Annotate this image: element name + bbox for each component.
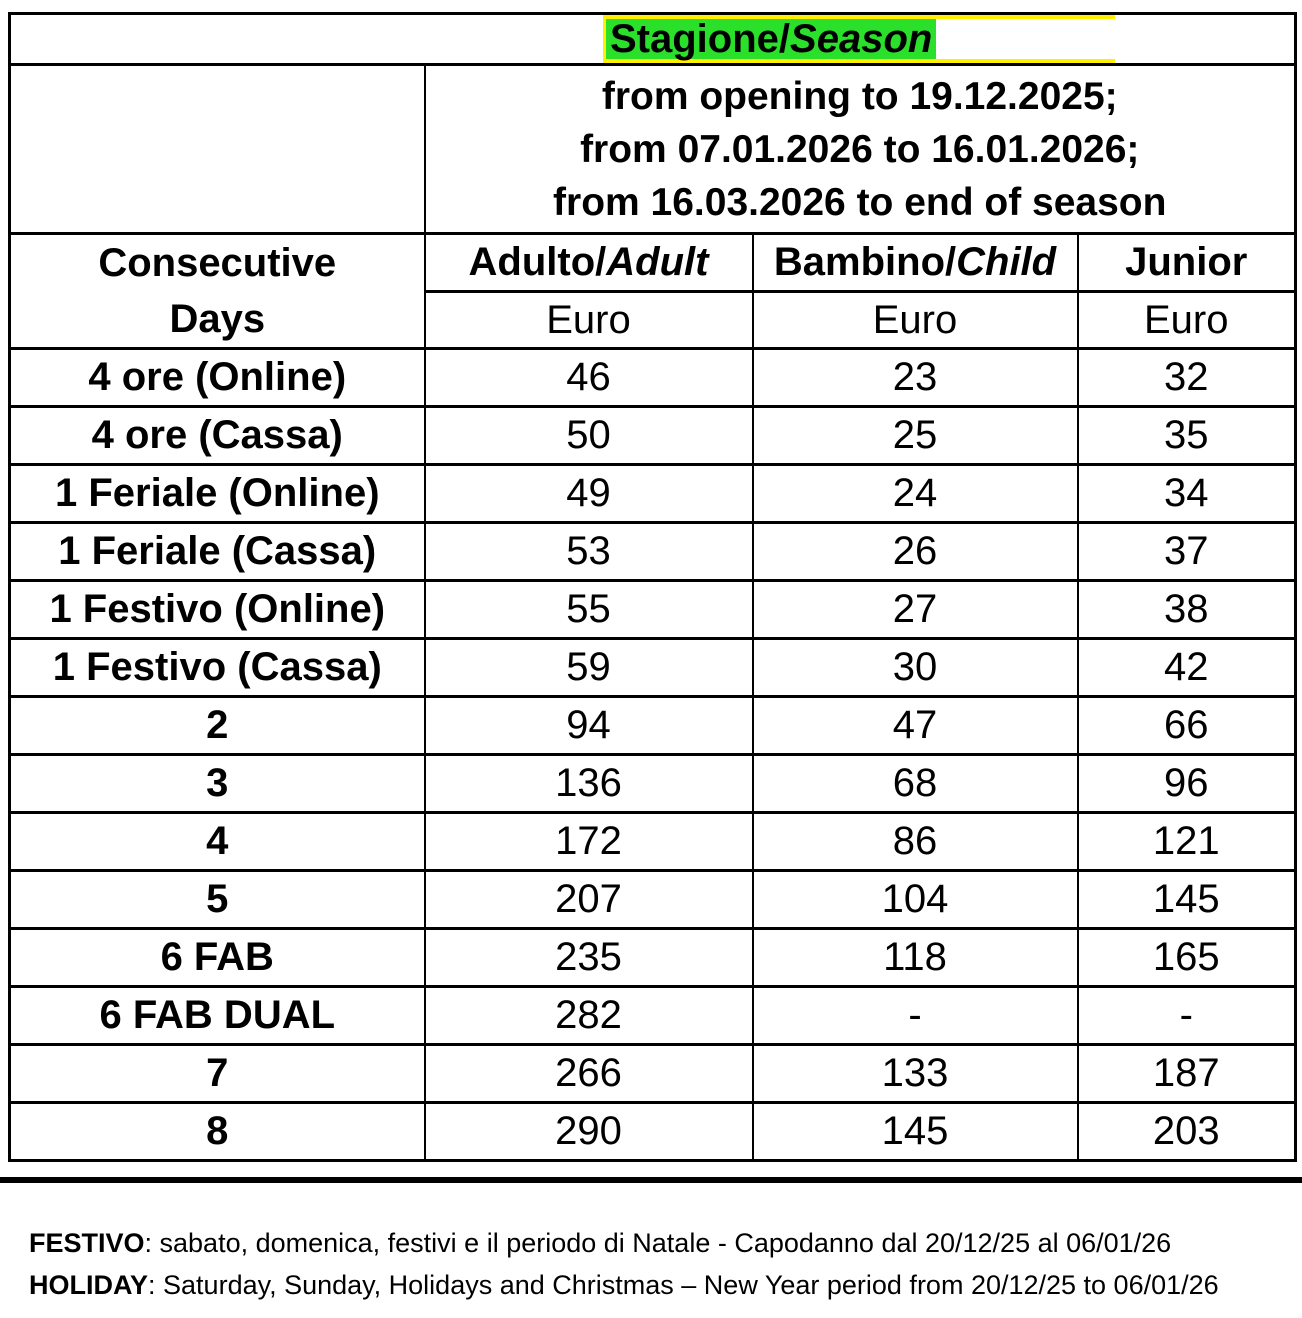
season-title-highlight-band (603, 15, 1115, 63)
child-price: 26 (753, 523, 1078, 581)
table-row (10, 407, 1296, 465)
junior-price: 37 (1078, 523, 1296, 581)
col-header-child-italic: Child (956, 240, 1057, 284)
adult-price: 46 (425, 349, 753, 407)
consecutive-days-line1: Consecutive (98, 241, 337, 285)
festivo-note-text: : sabato, domenica, festivi e il periodo di Natale - Capodanno dal 20/12/25 al 06/01/26 (144, 1228, 1172, 1258)
row-label: 4 ore (Online) (10, 349, 425, 407)
unit-adult: Euro (425, 292, 753, 349)
junior-price: 187 (1078, 1045, 1296, 1103)
adult-price: 266 (425, 1045, 753, 1103)
table-row (10, 1045, 1296, 1103)
festivo-note-label: FESTIVO (29, 1228, 145, 1258)
table-row (10, 349, 1296, 407)
adult-price: 282 (425, 987, 753, 1045)
row-label: 6 FAB DUAL (10, 987, 425, 1045)
junior-price: 121 (1078, 813, 1296, 871)
junior-price: 35 (1078, 407, 1296, 465)
child-price: 133 (753, 1045, 1078, 1103)
holiday-note-text: : Saturday, Sunday, Holidays and Christmas – New Year period from 20/12/25 to 06/01/26 (148, 1270, 1219, 1300)
adult-price: 290 (425, 1103, 753, 1161)
child-price: 23 (753, 349, 1078, 407)
child-price: 68 (753, 755, 1078, 813)
season-date-range-2: from 07.01.2026 to 16.01.2026; (580, 127, 1140, 171)
season-title-text: Stagione/ (610, 16, 791, 61)
row-label: 1 Festivo (Cassa) (10, 639, 425, 697)
season-dates-cell (425, 65, 1296, 234)
consecutive-days-header (10, 234, 425, 349)
season-title (606, 16, 936, 61)
unit-child: Euro (753, 292, 1078, 349)
table-row (10, 813, 1296, 871)
table-row (10, 523, 1296, 581)
separator-line (0, 1177, 1302, 1183)
table-row (10, 581, 1296, 639)
adult-price: 136 (425, 755, 753, 813)
row-label: 2 (10, 697, 425, 755)
child-price: 118 (753, 929, 1078, 987)
adult-price: 172 (425, 813, 753, 871)
row-label: 4 (10, 813, 425, 871)
row-label: 5 (10, 871, 425, 929)
table-row (10, 987, 1296, 1045)
row-label: 4 ore (Cassa) (10, 407, 425, 465)
child-price: 47 (753, 697, 1078, 755)
junior-price: 42 (1078, 639, 1296, 697)
row-label: 1 Festivo (Online) (10, 581, 425, 639)
child-price: 30 (753, 639, 1078, 697)
table-row (10, 871, 1296, 929)
row-label: 6 FAB (10, 929, 425, 987)
adult-price: 59 (425, 639, 753, 697)
junior-price: - (1078, 987, 1296, 1045)
price-table (8, 12, 1297, 1162)
consecutive-days-line2: Days (169, 297, 266, 341)
junior-price: 38 (1078, 581, 1296, 639)
col-header-adult-italic: Adult (606, 240, 709, 284)
adult-price: 55 (425, 581, 753, 639)
child-price: 27 (753, 581, 1078, 639)
table-row (10, 697, 1296, 755)
junior-price: 96 (1078, 755, 1296, 813)
season-title-cell (10, 14, 1296, 65)
col-header-junior (1078, 234, 1296, 292)
footer-notes (29, 1222, 1219, 1306)
row-label: 3 (10, 755, 425, 813)
junior-price: 203 (1078, 1103, 1296, 1161)
junior-price: 165 (1078, 929, 1296, 987)
season-title-row (10, 14, 1296, 65)
row-label: 7 (10, 1045, 425, 1103)
child-price: 24 (753, 465, 1078, 523)
adult-price: 49 (425, 465, 753, 523)
col-header-child-text: Bambino/ (773, 240, 957, 284)
row-label: 1 Feriale (Online) (10, 465, 425, 523)
child-price: 145 (753, 1103, 1078, 1161)
season-date-range-1: from opening to 19.12.2025; (601, 74, 1118, 118)
col-header-junior-text: Junior (1125, 240, 1248, 284)
child-price: - (753, 987, 1078, 1045)
junior-price: 66 (1078, 697, 1296, 755)
unit-junior: Euro (1078, 292, 1296, 349)
adult-price: 50 (425, 407, 753, 465)
adult-price: 207 (425, 871, 753, 929)
table-row (10, 639, 1296, 697)
adult-price: 235 (425, 929, 753, 987)
season-dates-row (10, 65, 1296, 234)
holiday-note (29, 1264, 1219, 1306)
child-price: 104 (753, 871, 1078, 929)
child-price: 25 (753, 407, 1078, 465)
row-label: 8 (10, 1103, 425, 1161)
table-row (10, 465, 1296, 523)
table-row (10, 755, 1296, 813)
column-header-row (10, 234, 1296, 292)
festivo-note (29, 1222, 1219, 1264)
col-header-adult-text: Adulto/ (468, 240, 607, 284)
col-header-adult (425, 234, 753, 292)
table-row (10, 929, 1296, 987)
junior-price: 145 (1078, 871, 1296, 929)
season-date-range-3: from 16.03.2026 to end of season (553, 180, 1167, 224)
adult-price: 53 (425, 523, 753, 581)
season-title-italic: Season (790, 16, 933, 61)
child-price: 86 (753, 813, 1078, 871)
row-label: 1 Feriale (Cassa) (10, 523, 425, 581)
table-row (10, 1103, 1296, 1161)
junior-price: 32 (1078, 349, 1296, 407)
holiday-note-label: HOLIDAY (29, 1270, 149, 1300)
junior-price: 34 (1078, 465, 1296, 523)
col-header-child (753, 234, 1078, 292)
empty-corner-cell (10, 65, 425, 234)
adult-price: 94 (425, 697, 753, 755)
